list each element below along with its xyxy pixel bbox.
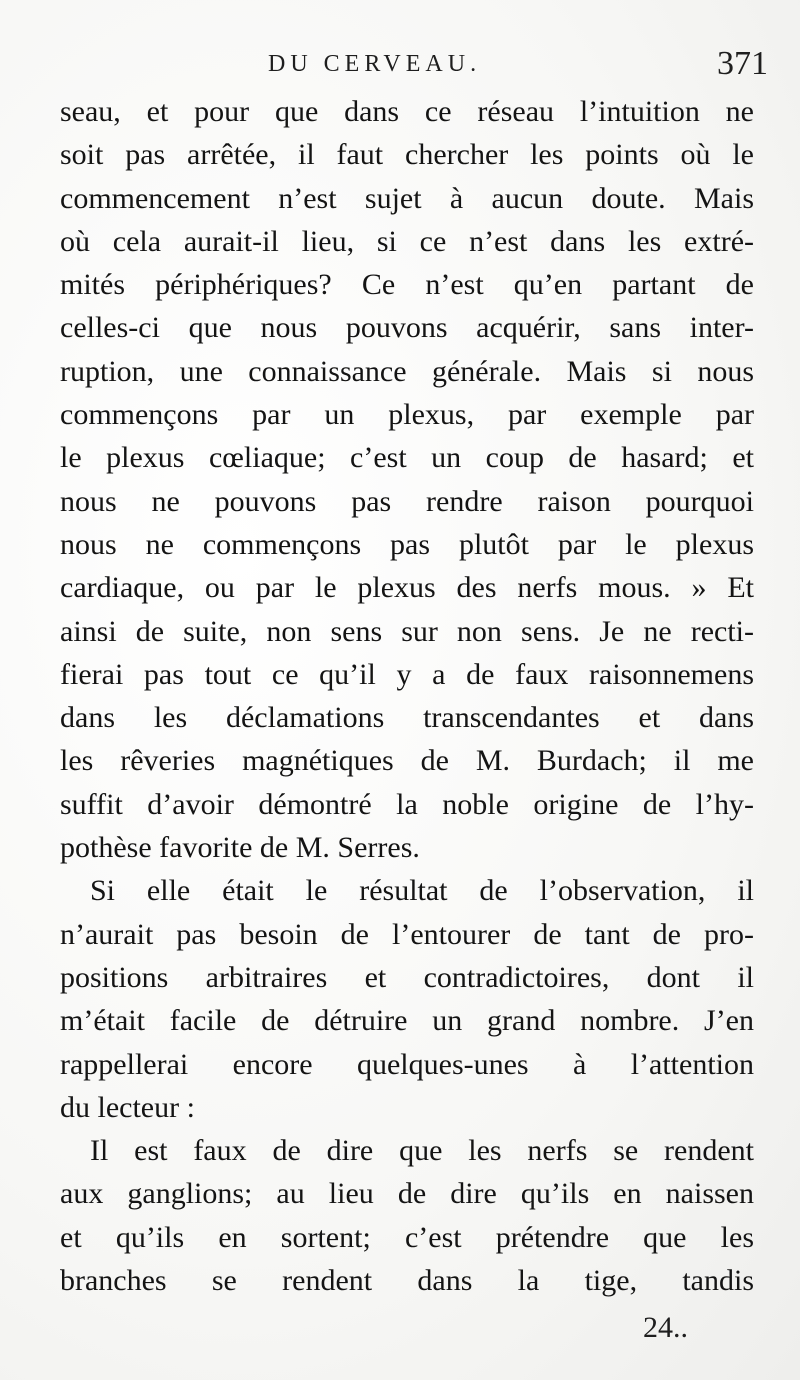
text-line: où cela aurait-il lieu, si ce n’est dans les extré- bbox=[60, 224, 754, 258]
text-line: nous ne commençons pas plutôt par le plexus bbox=[60, 527, 754, 561]
text-line: rappellerai encore quelques-unes à l’attention bbox=[60, 1047, 754, 1081]
page-number: 371 bbox=[717, 45, 768, 82]
text-line: cardiaque, ou par le plexus des nerfs mous. » Et bbox=[60, 571, 754, 605]
text-line: positions arbitraires et contradictoires, dont il bbox=[60, 960, 754, 994]
text-line: pothèse favorite de M. Serres. bbox=[60, 831, 420, 865]
text-line: mités périphériques? Ce n’est qu’en partant de bbox=[60, 268, 754, 302]
text-line: m’était facile de détruire un grand nombre. J’en bbox=[60, 1004, 754, 1038]
running-title: DU CERVEAU. bbox=[268, 51, 482, 77]
running-head bbox=[0, 44, 800, 84]
text-line: le plexus cœliaque; c’est un coup de hasard; et bbox=[60, 441, 754, 475]
text-line: celles-ci que nous pouvons acquérir, sans inter- bbox=[60, 311, 754, 345]
text-line: dans les déclamations transcendantes et dans bbox=[60, 701, 754, 735]
text-line: et qu’ils en sortent; c’est prétendre que les bbox=[60, 1220, 754, 1254]
text-line: suffit d’avoir démontré la noble origine de l’hy- bbox=[60, 787, 754, 821]
text-line: n’aurait pas besoin de l’entourer de tant de pro- bbox=[60, 917, 754, 951]
text-line: commencement n’est sujet à aucun doute. Mais bbox=[60, 181, 754, 215]
text-line: fierai pas tout ce qu’il y a de faux raisonnemens bbox=[60, 657, 754, 691]
body-text bbox=[60, 90, 754, 1302]
text-line: ainsi de suite, non sens sur non sens. Je ne recti- bbox=[60, 614, 754, 648]
text-line: ruption, une connaissance générale. Mais si nous bbox=[60, 354, 754, 388]
text-line: les rêveries magnétiques de M. Burdach; il me bbox=[60, 744, 754, 778]
text-line: du lecteur : bbox=[60, 1090, 195, 1124]
text-line: aux ganglions; au lieu de dire qu’ils en naissen bbox=[60, 1177, 754, 1211]
signature-mark: 24.. bbox=[643, 1311, 688, 1344]
text-line: branches se rendent dans la tige, tandis bbox=[60, 1264, 754, 1298]
text-line: seau, et pour que dans ce réseau l’intuition ne bbox=[60, 95, 754, 128]
text-line: Si elle était le résultat de l’observation, il bbox=[90, 874, 754, 908]
text-line: commençons par un plexus, par exemple par bbox=[60, 398, 754, 432]
text-line: nous ne pouvons pas rendre raison pourquoi bbox=[60, 484, 754, 518]
text-line: Il est faux de dire que les nerfs se rendent bbox=[90, 1134, 754, 1168]
text-line: soit pas arrêtée, il faut chercher les points où le bbox=[60, 138, 754, 172]
